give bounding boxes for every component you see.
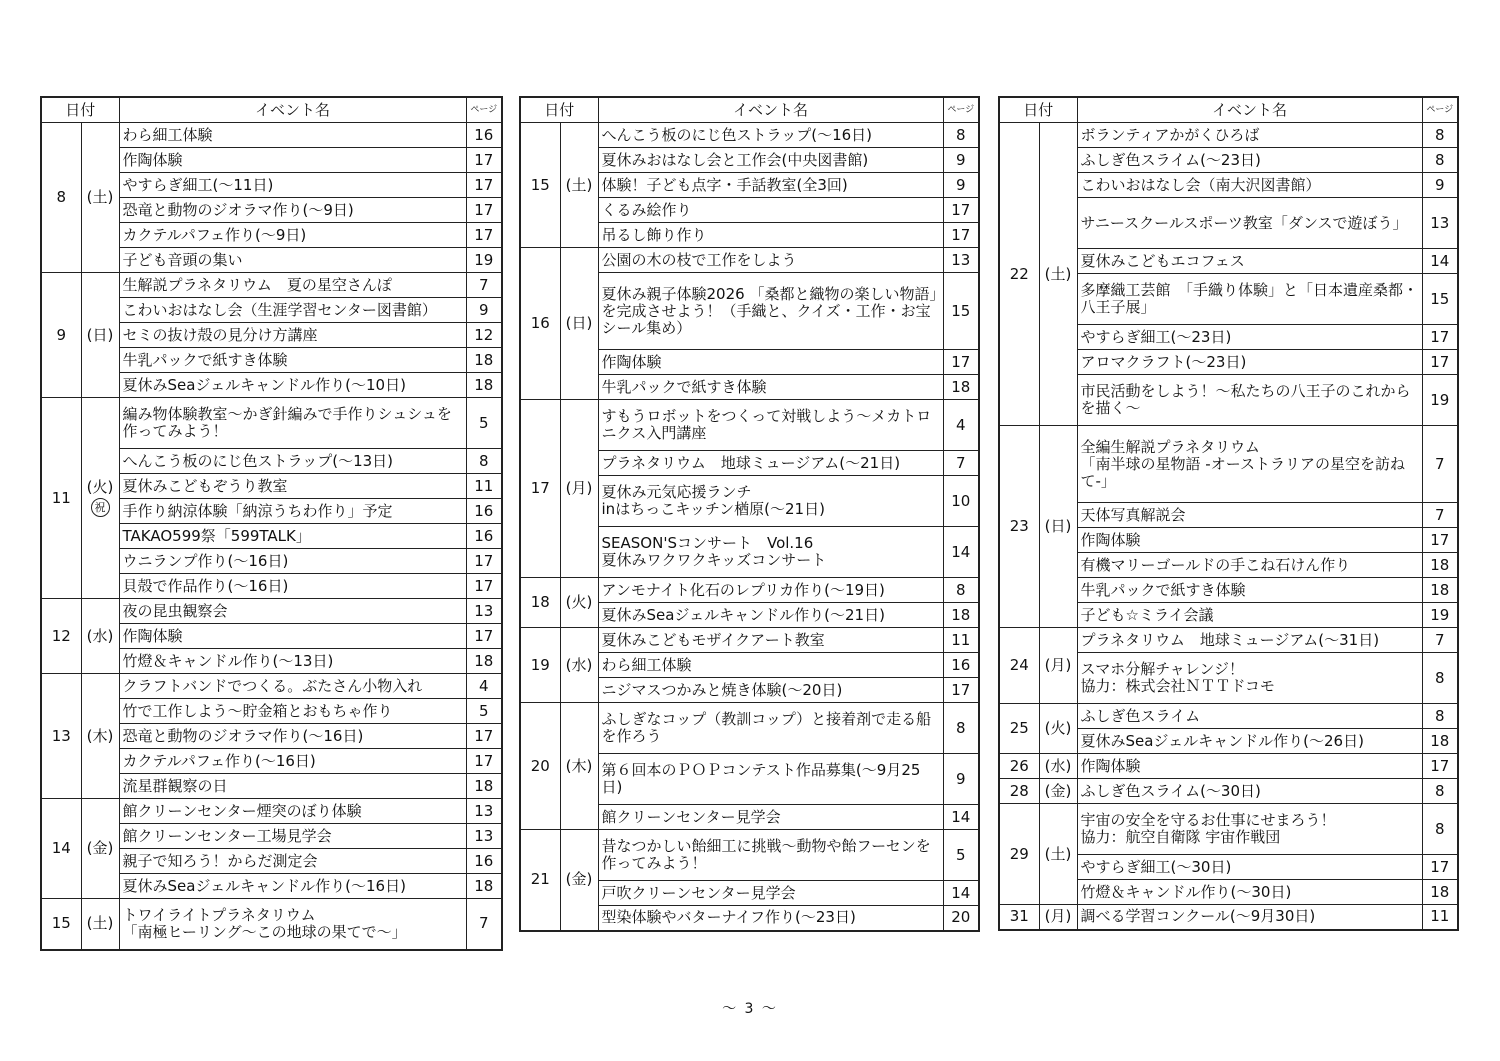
event-name: 市民活動をしよう！～私たちの八王子のこれからを描く～ bbox=[1077, 375, 1422, 426]
page-ref: 16 bbox=[466, 524, 502, 549]
page-ref: 8 bbox=[1422, 704, 1458, 729]
day-number: 23 bbox=[999, 426, 1039, 628]
page-ref: 9 bbox=[943, 173, 979, 198]
event-name: ふしぎ色スライム bbox=[1077, 704, 1422, 729]
event-name: わら細工体験 bbox=[598, 653, 943, 678]
day-of-week: (火) bbox=[560, 578, 598, 628]
page-ref: 12 bbox=[466, 323, 502, 348]
event-name: ニジマスつかみと焼き体験(～20日) bbox=[598, 678, 943, 703]
page-ref: 14 bbox=[943, 881, 979, 906]
event-name: 恐竜と動物のジオラマ作り(～9日) bbox=[119, 198, 466, 223]
event-name: 型染体験やバターナイフ作り(～23日) bbox=[598, 906, 943, 931]
day-of-week: (水) bbox=[1039, 754, 1077, 779]
event-name: 館クリーンセンター煙突のぼり体験 bbox=[119, 799, 466, 824]
event-name: スマホ分解チャレンジ！ 協力：株式会社ＮＴＴドコモ bbox=[1077, 653, 1422, 704]
page-ref: 7 bbox=[1422, 426, 1458, 503]
event-name: 牛乳パックで紙すき体験 bbox=[598, 375, 943, 400]
event-name: 有機マリーゴールドの手こね石けん作り bbox=[1077, 553, 1422, 578]
event-name: へんこう板のにじ色ストラップ(～16日) bbox=[598, 123, 943, 148]
day-number: 29 bbox=[999, 804, 1039, 905]
event-name: 体験！子ども点字・手話教室(全3回) bbox=[598, 173, 943, 198]
table-row bbox=[999, 704, 1458, 729]
page-ref: 9 bbox=[943, 148, 979, 173]
page-ref: 8 bbox=[1422, 123, 1458, 148]
day-of-week: (木) bbox=[560, 703, 598, 830]
day-of-week: (土) bbox=[1039, 123, 1077, 426]
table-row bbox=[41, 123, 502, 148]
event-name: 作陶体験 bbox=[1077, 754, 1422, 779]
table-row bbox=[41, 273, 502, 298]
page-ref: 17 bbox=[466, 223, 502, 248]
page-ref: 18 bbox=[1422, 578, 1458, 603]
table-row bbox=[520, 628, 979, 653]
day-of-week: (木) bbox=[81, 674, 119, 799]
event-name: 流星群観察の日 bbox=[119, 774, 466, 799]
event-name: 第６回本のＰＯＰコンテスト作品募集(～9月25日) bbox=[598, 754, 943, 805]
table-row bbox=[520, 123, 979, 148]
page-ref: 17 bbox=[1422, 528, 1458, 553]
event-name: セミの抜け殻の見分け方講座 bbox=[119, 323, 466, 348]
event-name: 夏休み親子体験2026 「桑都と織物の楽しい物語」を完成させよう！（手織と、クイズ・工作・お宝シール集め） bbox=[598, 273, 943, 350]
page-ref: 17 bbox=[1422, 350, 1458, 375]
event-name: 牛乳パックで紙すき体験 bbox=[1077, 578, 1422, 603]
event-name: 竹燈＆キャンドル作り(～30日) bbox=[1077, 880, 1422, 905]
page-ref: 7 bbox=[1422, 628, 1458, 653]
page-ref: 8 bbox=[943, 123, 979, 148]
header-row bbox=[41, 97, 502, 123]
page-ref: 18 bbox=[943, 603, 979, 628]
day-number: 22 bbox=[999, 123, 1039, 426]
event-name: 調べる学習コンクール(～9月30日) bbox=[1077, 905, 1422, 930]
page-ref: 17 bbox=[1422, 325, 1458, 350]
event-name: 生解説プラネタリウム 夏の星空さんぽ bbox=[119, 273, 466, 298]
day-number: 14 bbox=[41, 799, 81, 899]
day-number: 21 bbox=[520, 830, 560, 931]
page-ref: 17 bbox=[943, 198, 979, 223]
day-of-week: (月) bbox=[1039, 628, 1077, 704]
day-number: 19 bbox=[520, 628, 560, 703]
event-name: くるみ絵作り bbox=[598, 198, 943, 223]
table-row bbox=[520, 400, 979, 451]
event-name: やすらぎ細工(～11日) bbox=[119, 173, 466, 198]
page-ref: 17 bbox=[943, 223, 979, 248]
header-row bbox=[999, 97, 1458, 123]
page-ref: 17 bbox=[466, 198, 502, 223]
event-name: 吊るし飾り作り bbox=[598, 223, 943, 248]
page-ref: 17 bbox=[1422, 754, 1458, 779]
header-event: イベント名 bbox=[598, 97, 943, 123]
event-name: やすらぎ細工(～23日) bbox=[1077, 325, 1422, 350]
event-name: 夜の昆虫観察会 bbox=[119, 599, 466, 624]
page-ref: 4 bbox=[943, 400, 979, 451]
event-name: ふしぎ色スライム(～23日) bbox=[1077, 148, 1422, 173]
page-ref: 19 bbox=[1422, 375, 1458, 426]
event-name: 館クリーンセンター工場見学会 bbox=[119, 824, 466, 849]
page-ref: 14 bbox=[1422, 249, 1458, 274]
event-name: ふしぎなコップ（教訓コップ）と接着剤で走る船を作ろう bbox=[598, 703, 943, 754]
event-name: 夏休みこどもぞうり教室 bbox=[119, 474, 466, 499]
page-ref: 5 bbox=[943, 830, 979, 881]
event-name: 作陶体験 bbox=[119, 624, 466, 649]
page-ref: 17 bbox=[466, 749, 502, 774]
table-row bbox=[41, 398, 502, 449]
table-row bbox=[999, 905, 1458, 930]
page-ref: 17 bbox=[466, 574, 502, 599]
table-row bbox=[520, 703, 979, 754]
day-of-week: (土) bbox=[1039, 804, 1077, 905]
page-ref: 13 bbox=[466, 799, 502, 824]
event-name: ウニランプ作り(～16日) bbox=[119, 549, 466, 574]
header-row bbox=[520, 97, 979, 123]
event-name: プラネタリウム 地球ミュージアム(～31日) bbox=[1077, 628, 1422, 653]
page-ref: 11 bbox=[1422, 905, 1458, 930]
day-of-week: (日) bbox=[560, 248, 598, 400]
day-of-week: (水) bbox=[81, 599, 119, 674]
event-name: 夏休みSeaジェルキャンドル作り(～21日) bbox=[598, 603, 943, 628]
event-name: 戸吹クリーンセンター見学会 bbox=[598, 881, 943, 906]
page-ref: 18 bbox=[466, 348, 502, 373]
page-ref: 20 bbox=[943, 906, 979, 931]
page-ref: 8 bbox=[1422, 804, 1458, 855]
table-row bbox=[41, 674, 502, 699]
day-of-week: (土) bbox=[81, 899, 119, 950]
header-date: 日付 bbox=[999, 97, 1077, 123]
event-name: 編み物体験教室～かぎ針編みで手作りシュシュを作ってみよう！ bbox=[119, 398, 466, 449]
page-ref: 8 bbox=[943, 578, 979, 603]
page-ref: 14 bbox=[943, 527, 979, 578]
page-ref: 8 bbox=[1422, 653, 1458, 704]
event-name: 牛乳パックで紙すき体験 bbox=[119, 348, 466, 373]
day-of-week: (日) bbox=[81, 273, 119, 398]
page-ref: 5 bbox=[466, 398, 502, 449]
event-name: 全編生解説プラネタリウム 「南半球の星物語 -オーストラリアの星空を訪ねて-」 bbox=[1077, 426, 1422, 503]
event-name: アロマクラフト(～23日) bbox=[1077, 350, 1422, 375]
event-name: 作陶体験 bbox=[119, 148, 466, 173]
holiday-badge: 祝 bbox=[91, 498, 110, 517]
page-ref: 16 bbox=[466, 499, 502, 524]
event-name: カクテルパフェ作り(～9日) bbox=[119, 223, 466, 248]
day-number: 8 bbox=[41, 123, 81, 273]
page-ref: 18 bbox=[1422, 553, 1458, 578]
day-of-week: (金) bbox=[560, 830, 598, 931]
table-row bbox=[520, 578, 979, 603]
page-ref: 9 bbox=[466, 298, 502, 323]
page-ref: 7 bbox=[1422, 503, 1458, 528]
table-row bbox=[41, 899, 502, 950]
table-row bbox=[41, 599, 502, 624]
event-name: 手作り納涼体験「納涼うちわ作り」予定 bbox=[119, 499, 466, 524]
page-ref: 17 bbox=[466, 148, 502, 173]
page-ref: 4 bbox=[466, 674, 502, 699]
day-of-week: (金) bbox=[1039, 779, 1077, 804]
event-name: すもうロボットをつくって対戦しよう～メカトロニクス入門講座 bbox=[598, 400, 943, 451]
event-name: 竹で工作しよう～貯金箱とおもちゃ作り bbox=[119, 699, 466, 724]
day-of-week: (火) bbox=[1039, 704, 1077, 754]
header-page: ページ bbox=[943, 97, 979, 123]
event-name: ふしぎ色スライム(～30日) bbox=[1077, 779, 1422, 804]
day-of-week: (水) bbox=[560, 628, 598, 703]
header-date: 日付 bbox=[41, 97, 119, 123]
event-name: 多摩織工芸館 「手織り体験」と「日本遺産桑都・八王子展」 bbox=[1077, 274, 1422, 325]
header-date: 日付 bbox=[520, 97, 598, 123]
day-number: 31 bbox=[999, 905, 1039, 930]
page-ref: 8 bbox=[1422, 148, 1458, 173]
event-name: プラネタリウム 地球ミュージアム(～21日) bbox=[598, 451, 943, 476]
event-name: わら細工体験 bbox=[119, 123, 466, 148]
table-row bbox=[999, 754, 1458, 779]
event-name: クラフトバンドでつくる。ぶたさん小物入れ bbox=[119, 674, 466, 699]
event-name: 恐竜と動物のジオラマ作り(～16日) bbox=[119, 724, 466, 749]
event-name: 親子で知ろう！からだ測定会 bbox=[119, 849, 466, 874]
event-name: ボランティアかがくひろば bbox=[1077, 123, 1422, 148]
header-event: イベント名 bbox=[119, 97, 466, 123]
page-ref: 17 bbox=[466, 624, 502, 649]
header-page: ページ bbox=[466, 97, 502, 123]
page-ref: 15 bbox=[943, 273, 979, 350]
header-page: ページ bbox=[1422, 97, 1458, 123]
page-ref: 18 bbox=[466, 649, 502, 674]
page-ref: 17 bbox=[466, 724, 502, 749]
event-name: 作陶体験 bbox=[1077, 528, 1422, 553]
page-ref: 19 bbox=[466, 248, 502, 273]
day-number: 16 bbox=[520, 248, 560, 400]
table-row bbox=[999, 779, 1458, 804]
day-number: 15 bbox=[41, 899, 81, 950]
page-ref: 17 bbox=[466, 173, 502, 198]
day-number: 20 bbox=[520, 703, 560, 830]
event-name: TAKAO599祭「599TALK」 bbox=[119, 524, 466, 549]
page-ref: 18 bbox=[1422, 729, 1458, 754]
event-name: 竹燈＆キャンドル作り(～13日) bbox=[119, 649, 466, 674]
event-name: 館クリーンセンター見学会 bbox=[598, 805, 943, 830]
day-number: 9 bbox=[41, 273, 81, 398]
page-ref: 18 bbox=[466, 774, 502, 799]
event-name: サニースクールスポーツ教室「ダンスで遊ぼう」 bbox=[1077, 198, 1422, 249]
event-name: 夏休みSeaジェルキャンドル作り(～10日) bbox=[119, 373, 466, 398]
page-ref: 11 bbox=[466, 474, 502, 499]
page-ref: 17 bbox=[943, 350, 979, 375]
day-number: 12 bbox=[41, 599, 81, 674]
event-name: 夏休みおはなし会と工作会(中央図書館) bbox=[598, 148, 943, 173]
event-name: 天体写真解説会 bbox=[1077, 503, 1422, 528]
day-number: 18 bbox=[520, 578, 560, 628]
table-row bbox=[999, 123, 1458, 148]
event-name: 作陶体験 bbox=[598, 350, 943, 375]
page-ref: 13 bbox=[466, 824, 502, 849]
event-name: 夏休み元気応援ランチ inはちっこキッチン楢原(～21日) bbox=[598, 476, 943, 527]
page-ref: 7 bbox=[466, 899, 502, 950]
day-of-week: (金) bbox=[81, 799, 119, 899]
event-name: 昔なつかしい飴細工に挑戦～動物や飴フーセンを作ってみよう！ bbox=[598, 830, 943, 881]
page-ref: 13 bbox=[1422, 198, 1458, 249]
day-number: 11 bbox=[41, 398, 81, 599]
page-ref: 8 bbox=[943, 703, 979, 754]
event-name: へんこう板のにじ色ストラップ(～13日) bbox=[119, 449, 466, 474]
page-ref: 10 bbox=[943, 476, 979, 527]
day-of-week: (月) bbox=[1039, 905, 1077, 930]
page-ref: 8 bbox=[1422, 779, 1458, 804]
table-row bbox=[520, 830, 979, 881]
page-ref: 18 bbox=[943, 375, 979, 400]
event-name: 子ども音頭の集い bbox=[119, 248, 466, 273]
page-ref: 13 bbox=[943, 248, 979, 273]
event-name: 夏休みSeaジェルキャンドル作り(～16日) bbox=[119, 874, 466, 899]
schedule-table-1 bbox=[40, 96, 503, 951]
event-name: やすらぎ細工(～30日) bbox=[1077, 855, 1422, 880]
event-name: カクテルパフェ作り(～16日) bbox=[119, 749, 466, 774]
page-ref: 11 bbox=[943, 628, 979, 653]
day-of-week: (日) bbox=[1039, 426, 1077, 628]
event-name: トワイライトプラネタリウム 「南極ヒーリング～この地球の果てで～」 bbox=[119, 899, 466, 950]
page-ref: 7 bbox=[943, 451, 979, 476]
page-number: ～ 3 ～ bbox=[722, 1001, 778, 1017]
page-ref: 13 bbox=[466, 599, 502, 624]
page-ref: 16 bbox=[466, 123, 502, 148]
table-row bbox=[41, 799, 502, 824]
page-ref: 9 bbox=[943, 754, 979, 805]
page-ref: 16 bbox=[943, 653, 979, 678]
day-of-week: (火) 祝 bbox=[81, 398, 119, 599]
event-name: 夏休みこどもエコフェス bbox=[1077, 249, 1422, 274]
event-name: 貝殻で作品作り(～16日) bbox=[119, 574, 466, 599]
page-ref: 15 bbox=[1422, 274, 1458, 325]
day-of-week: (土) bbox=[81, 123, 119, 273]
table-row bbox=[999, 628, 1458, 653]
page-ref: 18 bbox=[466, 874, 502, 899]
table-row bbox=[520, 248, 979, 273]
event-name: 公園の木の枝で工作をしよう bbox=[598, 248, 943, 273]
event-name: 子ども☆ミライ会議 bbox=[1077, 603, 1422, 628]
page-ref: 8 bbox=[466, 449, 502, 474]
page-ref: 19 bbox=[1422, 603, 1458, 628]
page-ref: 18 bbox=[466, 373, 502, 398]
day-number: 24 bbox=[999, 628, 1039, 704]
page-ref: 16 bbox=[466, 849, 502, 874]
table-row bbox=[999, 426, 1458, 503]
day-number: 26 bbox=[999, 754, 1039, 779]
page-ref: 9 bbox=[1422, 173, 1458, 198]
event-name: アンモナイト化石のレプリカ作り(～19日) bbox=[598, 578, 943, 603]
day-of-week: (月) bbox=[560, 400, 598, 578]
day-number: 13 bbox=[41, 674, 81, 799]
event-name: SEASON'Sコンサート Vol.16 夏休みワクワクキッズコンサート bbox=[598, 527, 943, 578]
page-ref: 17 bbox=[466, 549, 502, 574]
day-number: 17 bbox=[520, 400, 560, 578]
schedule-table-3 bbox=[998, 96, 1459, 931]
event-name: こわいおはなし会（生涯学習センター図書館） bbox=[119, 298, 466, 323]
event-name: こわいおはなし会（南大沢図書館） bbox=[1077, 173, 1422, 198]
page-ref: 7 bbox=[466, 273, 502, 298]
page-ref: 14 bbox=[943, 805, 979, 830]
page-ref: 17 bbox=[1422, 855, 1458, 880]
day-number: 15 bbox=[520, 123, 560, 248]
day-number: 25 bbox=[999, 704, 1039, 754]
table-row bbox=[999, 804, 1458, 855]
day-of-week: (土) bbox=[560, 123, 598, 248]
page-ref: 18 bbox=[1422, 880, 1458, 905]
page-ref: 5 bbox=[466, 699, 502, 724]
event-name: 夏休みSeaジェルキャンドル作り(～26日) bbox=[1077, 729, 1422, 754]
event-name: 夏休みこどもモザイクアート教室 bbox=[598, 628, 943, 653]
event-name: 宇宙の安全を守るお仕事にせまろう！ 協力：航空自衛隊 宇宙作戦団 bbox=[1077, 804, 1422, 855]
page-ref: 17 bbox=[943, 678, 979, 703]
schedule-table-2 bbox=[519, 96, 980, 932]
header-event: イベント名 bbox=[1077, 97, 1422, 123]
day-number: 28 bbox=[999, 779, 1039, 804]
